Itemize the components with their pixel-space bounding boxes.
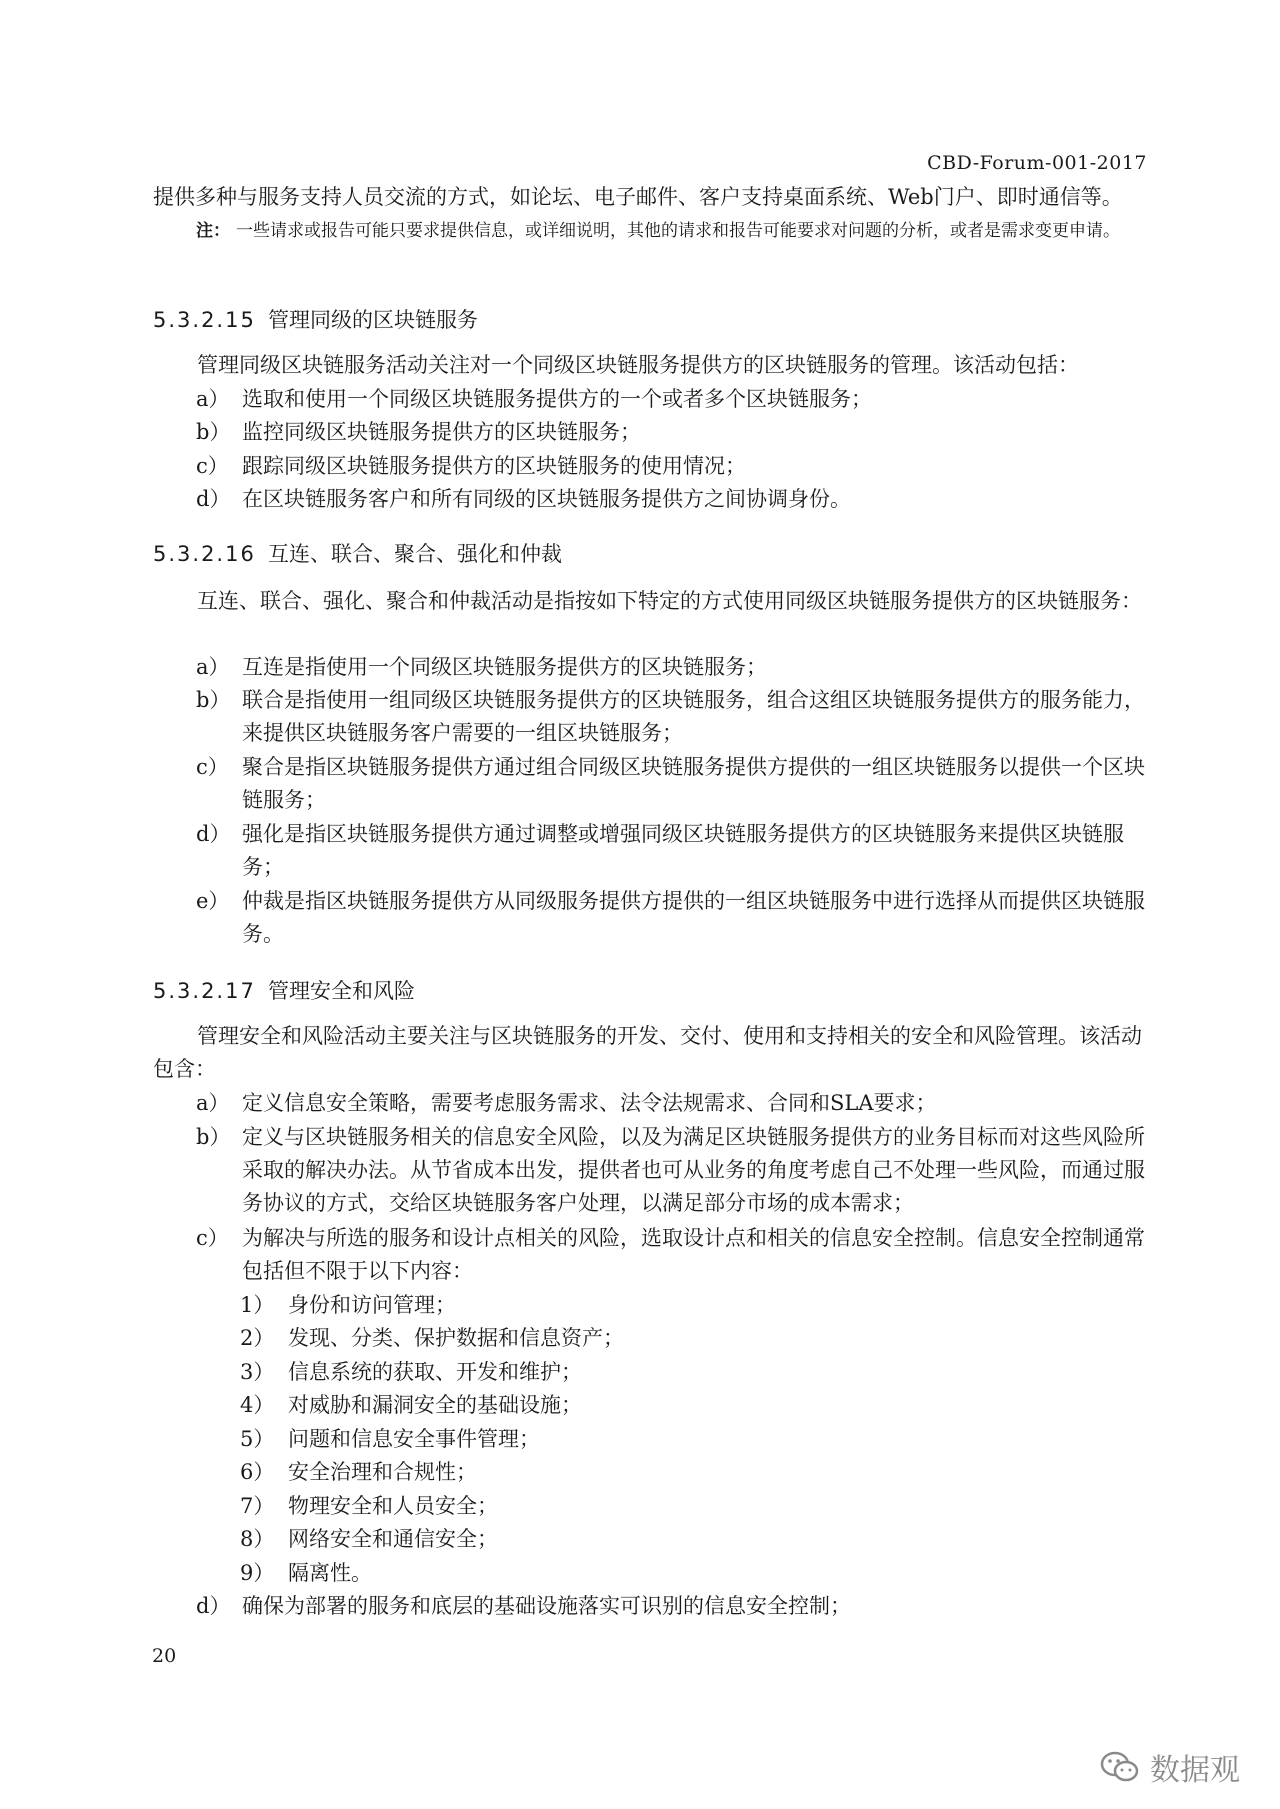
sub-list-marker: 3） [240, 1360, 275, 1384]
section-number: 5.3.2.17 [153, 979, 256, 1003]
section-paragraph: 管理同级区块链服务活动关注对一个同级区块链服务提供方的区块链服务的管理。该活动包括： [197, 353, 1079, 377]
sub-list-item [240, 1523, 1152, 1556]
list-item [196, 483, 1152, 516]
list-marker: a） [196, 1091, 230, 1115]
sub-list-marker: 7） [240, 1494, 275, 1518]
list-text: 仲裁是指区块链服务提供方从同级服务提供方提供的一组区块链服务中进行选择从而提供区块链服务。 [242, 889, 1145, 946]
section-paragraph: 互连、联合、强化、聚合和仲裁活动是指按如下特定的方式使用同级区块链服务提供方的区块链服务： [197, 589, 1142, 613]
sub-list-marker: 9） [240, 1561, 275, 1585]
list-text: 在区块链服务客户和所有同级的区块链服务提供方之间协调身份。 [242, 487, 851, 511]
document-code: CBD-Forum-001-2017 [927, 152, 1147, 174]
sub-list-item [240, 1456, 1152, 1489]
list-text: 定义信息安全策略，需要考虑服务需求、法令法规需求、合同和SLA要求； [242, 1091, 937, 1115]
list-item [196, 651, 1152, 684]
list-text: 定义与区块链服务相关的信息安全风险，以及为满足区块链服务提供方的业务目标而对这些风险所采取的解决办法。从节省成本出发，提供者也可从业务的角度考虑自己不处理一些风险，而通过服务协议的方式，交给区块链服务客户处理，以满足部分市场的成本需求； [242, 1125, 1145, 1215]
list-item [196, 1087, 1152, 1120]
list-text: 确保为部署的服务和底层的基础设施落实可识别的信息安全控制； [242, 1594, 851, 1618]
list-item [196, 383, 1152, 416]
note-label: 注： [196, 221, 230, 241]
list-marker: c） [196, 1226, 229, 1250]
sub-list-text: 发现、分类、保护数据和信息资产； [288, 1326, 624, 1350]
sub-list-marker: 5） [240, 1427, 275, 1451]
list-text: 为解决与所选的服务和设计点相关的风险，选取设计点和相关的信息安全控制。信息安全控制通常包括但不限于以下内容： [242, 1226, 1145, 1283]
sub-list-text: 信息系统的获取、开发和维护； [288, 1360, 582, 1384]
intro-line: 提供多种与服务支持人员交流的方式，如论坛、电子邮件、客户支持桌面系统、Web门户、即时通信等。 [153, 185, 1123, 209]
wechat-icon [1100, 1750, 1140, 1784]
sub-list-text: 隔离性。 [288, 1561, 372, 1585]
sub-list-text: 身份和访问管理； [288, 1293, 456, 1317]
section-title: 管理同级的区块链服务 [268, 308, 478, 332]
list-marker: a） [196, 387, 230, 411]
list-text: 选取和使用一个同级区块链服务提供方的一个或者多个区块链服务； [242, 387, 872, 411]
section-paragraph: 管理安全和风险活动主要关注与区块链服务的开发、交付、使用和支持相关的安全和风险管理。该活动包含： [153, 1024, 1142, 1081]
list-item [196, 885, 1152, 951]
sub-list-item [240, 1289, 1152, 1322]
section-heading [153, 538, 562, 568]
list-marker: c） [196, 755, 229, 779]
list-text: 互连是指使用一个同级区块链服务提供方的区块链服务； [242, 655, 767, 679]
sub-list-text: 网络安全和通信安全； [288, 1527, 498, 1551]
list-marker: b） [196, 1125, 231, 1149]
sub-list-text: 对威胁和漏洞安全的基础设施； [288, 1393, 582, 1417]
sub-list-marker: 8） [240, 1527, 275, 1551]
sub-list-text: 问题和信息安全事件管理； [288, 1427, 540, 1451]
list-marker: d） [196, 487, 231, 511]
sub-list-text: 物理安全和人员安全； [288, 1494, 498, 1518]
section-title: 管理安全和风险 [268, 979, 415, 1003]
sub-list-text: 安全治理和合规性； [288, 1460, 477, 1484]
list-text: 联合是指使用一组同级区块链服务提供方的区块链服务，组合这组区块链服务提供方的服务能力，来提供区块链服务客户需要的一组区块链服务； [242, 688, 1145, 745]
list-marker: b） [196, 688, 231, 712]
sub-list-marker: 2） [240, 1326, 275, 1350]
section-number: 5.3.2.15 [153, 308, 256, 332]
list-item [196, 751, 1152, 817]
list-item [196, 1121, 1152, 1220]
list-marker: a） [196, 655, 230, 679]
sub-list-item [240, 1423, 1152, 1456]
list-text: 强化是指区块链服务提供方通过调整或增强同级区块链服务提供方的区块链服务来提供区块链服务； [242, 822, 1124, 879]
list-item [196, 684, 1152, 750]
section-number: 5.3.2.16 [153, 542, 256, 566]
list-marker: d） [196, 822, 231, 846]
sub-list-marker: 4） [240, 1393, 275, 1417]
list-marker: d） [196, 1594, 231, 1618]
note [196, 215, 1152, 247]
list-text: 聚合是指区块链服务提供方通过组合同级区块链服务提供方提供的一组区块链服务以提供一个区块链服务； [242, 755, 1145, 812]
sub-list-item [240, 1490, 1152, 1523]
list-text: 跟踪同级区块链服务提供方的区块链服务的使用情况； [242, 454, 746, 478]
sub-list-item [240, 1356, 1152, 1389]
list-item [196, 1590, 1152, 1623]
sub-list-marker: 1） [240, 1293, 275, 1317]
sub-list-item [240, 1557, 1152, 1590]
page-number: 20 [152, 1645, 177, 1667]
list-marker: e） [196, 889, 230, 913]
watermark-text: 数据观 [1150, 1753, 1240, 1788]
sub-list-item [240, 1389, 1152, 1422]
section-heading [153, 304, 478, 334]
section-title: 互连、联合、聚合、强化和仲裁 [268, 542, 562, 566]
sub-list-item [240, 1322, 1152, 1355]
list-item [196, 416, 1152, 449]
watermark [1100, 1745, 1240, 1789]
sub-list-marker: 6） [240, 1460, 275, 1484]
list-item [196, 1222, 1152, 1288]
section-heading [153, 975, 415, 1005]
list-marker: b） [196, 420, 231, 444]
list-item [196, 818, 1152, 884]
list-text: 监控同级区块链服务提供方的区块链服务； [242, 420, 641, 444]
note-text: 一些请求或报告可能只要求提供信息，或详细说明，其他的请求和报告可能要求对问题的分析，或者是需求变更申请。 [236, 221, 1120, 241]
list-item [196, 450, 1152, 483]
list-marker: c） [196, 454, 229, 478]
